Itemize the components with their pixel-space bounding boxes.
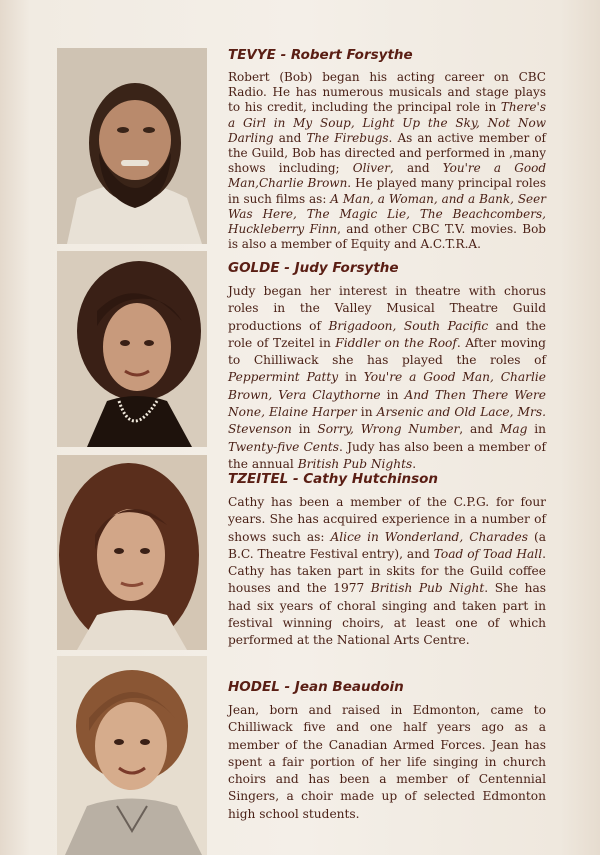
bio-text-segment: . Cathy has taken part in skits for the Guild coffee houses and the 1977 bbox=[228, 546, 546, 596]
bio-text-segment: Arsenic and Old Lace, Mrs. Stevenson bbox=[228, 405, 546, 437]
portrait-golde bbox=[57, 251, 207, 447]
bio-text-segment: . Judy has also been a member of the annual bbox=[228, 439, 546, 471]
portrait-tzeitel bbox=[57, 455, 207, 650]
bio-tevye bbox=[228, 47, 546, 252]
bio-text-segment: and bbox=[273, 130, 307, 145]
portrait-tevye-image bbox=[57, 48, 207, 244]
bio-text-segment: Brigadoon, South Pacific bbox=[328, 318, 489, 333]
bio-text-segment: , and bbox=[389, 161, 443, 176]
portrait-tevye bbox=[57, 48, 207, 244]
bio-tzeitel bbox=[228, 471, 546, 650]
bio-text-segment: Peppermint Patty bbox=[228, 370, 339, 385]
bio-text-segment: Mag bbox=[499, 422, 528, 437]
bio-text-segment: in bbox=[527, 422, 547, 437]
bio-text-segment: Jean, born and raised in Edmonton, came to Chilliwack five and one half years ago as a member of the Canadian Armed Forces. Jean has spent a fair portion of her life singing in church choirs and has been a member of Centennial Singers, a choir made up of selected Edmonton high school students. bbox=[228, 703, 546, 821]
bio-heading-golde: GOLDE - Judy Forsythe bbox=[228, 260, 399, 276]
bio-text-segment: . As an active member of the Guild, Bob has directed and performed in ,many shows including; bbox=[228, 130, 546, 176]
bio-text-segment: A Man, a Woman, and a Bank, Seer Was Here, The Magic Lie, The Beachcombers, Huckleberry Finn bbox=[228, 191, 546, 237]
portrait-hodel-image bbox=[57, 656, 207, 855]
bio-text-segment: in bbox=[380, 387, 405, 402]
bio-text-segment: There's a Girl in My Soup, Light Up the Sky, Not Now Darling bbox=[228, 100, 546, 145]
bio-text-segment: . After moving to Chilliwack she has played the roles of bbox=[228, 335, 546, 368]
bio-text-segment: Fiddler on the Roof bbox=[335, 335, 457, 350]
bio-text-segment: Alice in Wonderland, Charades bbox=[330, 529, 528, 544]
bio-heading-tzeitel: TZEITEL - Cathy Hutchinson bbox=[228, 471, 438, 487]
bio-text-segment: Robert (Bob) began his acting career on CBC Radio. He has numerous musicals and stage plays to his credit, including the principal role in bbox=[228, 70, 546, 115]
bio-text-segment: Toad of Toad Hall bbox=[433, 546, 543, 561]
bio-text-segment: And Then There Were None, Elaine Harper bbox=[228, 387, 546, 420]
portrait-hodel bbox=[57, 656, 207, 855]
bio-text-segment: . She has had six years of choral singing and taken part in festival winning choirs, at least one of which performed at the National Arts Centre. bbox=[228, 581, 546, 648]
bio-text-hodel bbox=[228, 702, 546, 823]
bio-text-segment: Twenty-five Cents bbox=[228, 439, 340, 454]
bio-text-segment: in bbox=[338, 370, 364, 385]
portrait-golde-image bbox=[57, 251, 207, 447]
bio-text-tevye bbox=[228, 70, 546, 252]
bio-hodel bbox=[228, 679, 546, 823]
bio-text-tzeitel bbox=[228, 494, 546, 650]
bio-text-segment: (a B.C. Theatre Festival entry), and bbox=[228, 529, 546, 561]
bio-text-segment: . bbox=[412, 456, 417, 471]
bio-text-segment: You're a Good Man, Charlie Brown, Vera Claythorne bbox=[228, 370, 546, 402]
bio-heading-tevye: TEVYE - Robert Forsythe bbox=[228, 47, 413, 63]
bio-text-segment: British Pub Night bbox=[370, 581, 485, 596]
bio-text-segment: Judy began her interest in theatre with chorus roles in the Valley Musical Theatre Guild productions of bbox=[228, 284, 546, 333]
bio-text-segment: The Firebugs bbox=[306, 130, 389, 145]
bio-text-segment: . He played many principal roles in such films as: bbox=[228, 176, 546, 206]
bio-golde bbox=[228, 260, 546, 473]
bio-text-segment: You're a Good Man,Charlie Brown bbox=[228, 161, 547, 191]
bio-heading-hodel: HODEL - Jean Beaudoin bbox=[228, 679, 404, 695]
bio-text-segment: Sorry, Wrong Number bbox=[317, 422, 460, 437]
bio-text-segment: Oliver bbox=[352, 161, 390, 176]
portrait-tzeitel-image bbox=[57, 455, 207, 650]
bio-text-segment: British Pub Nights bbox=[297, 456, 413, 471]
bio-text-segment: in bbox=[356, 405, 377, 420]
bio-text-segment: , and bbox=[459, 422, 500, 437]
bio-text-golde bbox=[228, 283, 546, 473]
bio-text-segment: , and other CBC T.V. movies. Bob is also a member of Equity and A.C.T.R.A. bbox=[228, 222, 546, 252]
bio-text-segment: and the role of Tzeitel in bbox=[228, 318, 546, 350]
bio-text-segment: Cathy has been a member of the C.P.G. for four years. She has acquired experience in a number of shows such as: bbox=[228, 495, 546, 544]
bio-text-segment: in bbox=[291, 422, 318, 437]
